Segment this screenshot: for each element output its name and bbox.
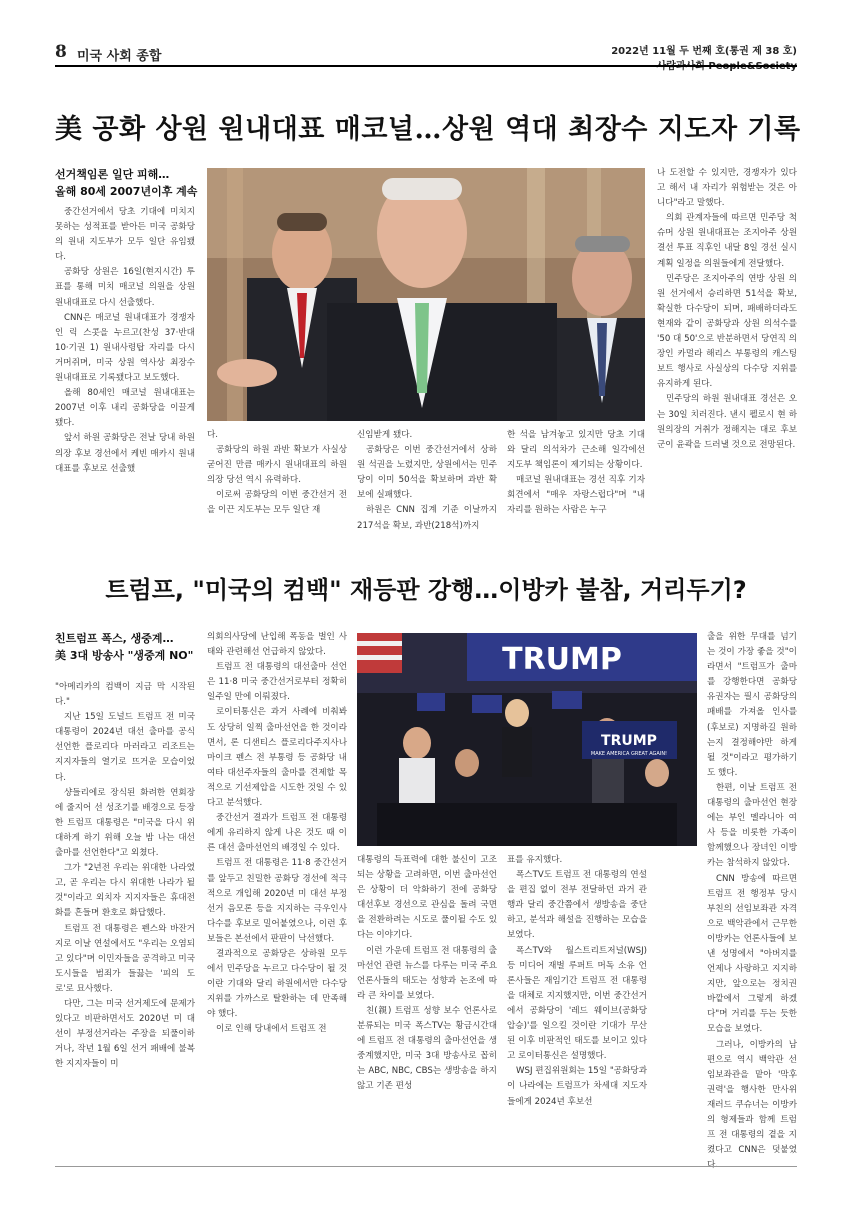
paragraph: 다만, 그는 미국 선거제도에 문제가 있다고 비판하면서도 2020년 미 대선이 부정선거라는 주장을 되풀이하거나, 작년 1월 6일 선거 패배에 불복한 지지자들이 미 (55, 998, 195, 1070)
paragraph: 올해 80세인 매코널 원내대표는 2007년 이후 내리 공화당을 이끌게 됐다. (55, 388, 195, 429)
paragraph: 결과적으로 공화당은 상하원 모두에서 민주당을 누르고 다수당이 될 것이란 기대와 달리 하원에서만 다수당 지위를 가까스로 탈환하는 데 만족해야 했다. (207, 948, 347, 1020)
paragraph: 트럼프 전 대통령의 대선출마 선언은 11·8 미국 중간선거로부터 정확히 일주일 만에 이뤄졌다. (207, 662, 347, 703)
paragraph: 공화당의 하원 과반 확보가 사실상 굳어진 만큼 매카시 원내대표의 하원의장 당선 역시 유력하다. (207, 445, 347, 486)
paragraph: 민주당의 하원 원내대표 경선은 오는 30일 치러진다. 낸시 펠로시 현 하원의장의 거취가 정해지는 대로 후보군이 윤곽을 드러낼 것으로 전망된다. (657, 394, 797, 450)
paragraph: 매코널 원내대표는 경선 직후 기자회견에서 "매우 자랑스럽다"며 "내 자리를 원하는 사람은 누구 (507, 475, 645, 516)
paragraph: 이로써 공화당의 이번 중간선거 전을 이끈 지도부는 모두 일단 재 (207, 490, 347, 516)
paragraph: 하원은 CNN 집계 기준 이날까지 217석을 확보, 과반(218석)까지 (357, 505, 497, 531)
issue-info: 2022년 11월 두 번째 호(통권 제 38 호) (611, 46, 797, 57)
article2-column-5 (707, 630, 797, 1162)
paragraph: 지난 15일 도널드 트럼프 전 미국 대통령이 2024년 대선 출마를 공식 선언한 플로리다 마러라고 리조트는 지지자들의 열기로 뜨거운 모습이었다. (55, 712, 195, 783)
paragraph: 나 도전할 수 있지만, 경쟁자가 있다고 해서 내 자리가 위험받는 것은 아니다"라고 말했다. (657, 168, 797, 209)
paragraph: 한 석을 남겨놓고 있지만 당초 기대와 달리 의석차가 근소해 일각에선 지도부 책임론이 제기되는 상황이다. (507, 430, 645, 471)
paragraph: CNN 방송에 따르면 트럼프 전 행정부 당시 부친의 선임보좌관 자격으로 백악관에서 근무한 이방카는 언론사들에 보낸 성명에서 "아버지를 언제나 사랑하고 지지하지만, 앞으로는 정치권 바깥에서 그렇게 하겠다"며 거리를 두는 듯한 모습을 보였다. (707, 873, 797, 1035)
paragraph: 의회의사당에 난입해 폭동을 벌인 사태와 관련해선 언급하지 않았다. (207, 632, 347, 658)
paragraph: 로이터통신은 과거 사례에 비춰봐도 상당히 일찍 출마선언을 한 것이라면서, 론 디샌티스 플로리다주지사나 마이크 펜스 전 부통령 등 공화당 내 여타 대선주자들의 출마를 견제할 목적으로 기선제압을 시도한 것일 수 있다고 분석했다. (207, 707, 347, 809)
paragraph: 트럼프 전 대통령은 펜스와 바잔거지로 이날 연설에서도 "우리는 오염되고 있다"며 이민자들을 공격하고 미국 도시들을 범죄가 들끓는 '피의 도로'로 묘사했다. (55, 923, 195, 994)
article2-column-2 (207, 630, 347, 1162)
paragraph: 출을 위한 무대를 넘기는 것이 가장 좋을 것"이라면서 "트럼프가 출마를 강행한다면 공화당 유권자는 필시 공화당의 패배를 가져올 인사를 (후보로) 지명하길 원하는지 결정해야만 하게 될 것"이라고 평가하기도 했다. (707, 632, 797, 778)
article1-column-5 (657, 166, 797, 550)
paragraph: 신임받게 됐다. (357, 430, 413, 440)
article1-column-4 (507, 428, 645, 548)
article2-subhead (55, 630, 205, 664)
article1-headline: 美 공화 상원 원내대표 매코널…상원 역대 최장수 지도자 기록 (55, 114, 801, 145)
paragraph: 공화당 상원은 16일(현지시간) 투표를 통해 미치 매코널 의원을 상원 원내대표로 다시 선출했다. (55, 267, 195, 308)
page-number: 8 (55, 42, 67, 62)
paragraph: 폭스TV와 월스트리트저널(WSJ) 등 미디어 재벌 루퍼트 머독 소유 언론사들은 재임기간 트럼프 전 대통령을 대체로 지지했지만, 이번 중간선거에서 공화당이 '레드 웨이브(공화당 압승)'를 일으킬 것이란 기대가 무산된 이후 비판적인 태도를 보이고 있다고 로이터통신은 설명했다. (507, 945, 647, 1062)
paragraph: 이로 인해 당내에서 트럼프 전 (216, 1024, 327, 1035)
paragraph: 대통령의 득표력에 대한 불신이 고조되는 상황을 고려하면, 이번 출마선언은 상황이 더 악화하기 전에 공화당 대선후보 경선으로 관심을 돌려 국면을 전환하려는 시도로 풀이될 수도 있다는 이야기다. (357, 855, 497, 941)
paragraph: WSJ 편집위원회는 15일 "공화당과 이 나라에는 트럼프가 차세대 지도자들에게 2024년 후보선 (507, 1066, 647, 1107)
rally-photo-illustration (357, 633, 697, 846)
paragraph: 앞서 하원 공화당은 전날 당내 하원의장 후보 경선에서 케빈 매카시 원내대표를 후보로 선출했 (55, 433, 195, 474)
header-rule (55, 65, 797, 67)
paragraph: 중간선거 결과가 트럼프 전 대통령에게 유리하지 않게 나온 것도 때 이른 대선 출마선언의 배경일 수 있다. (207, 813, 347, 854)
paragraph: 트럼프 전 대통령은 11·8 중간선거를 앞두고 친밀한 공화당 경선에 적극적으로 개입해 2020년 미 대선 부정선거 음모론 등을 지지하는 극우인사 다수를 후보로 밀어붙였으나, 이런 후보들은 본선에서 판판이 낙선했다. (207, 858, 347, 944)
article1-subhead-line1: 선거책임론 일단 피해… (55, 168, 170, 181)
paragraph: 그가 "2년전 우리는 위대한 나라였고, 곧 우리는 다시 위대한 나라가 될 것"이라고 외치자 지지자들은 휴대전화를 흔들며 환호로 화답했다. (55, 863, 195, 919)
article2-subhead-line2: 美 3대 방송사 "생중계 NO" (55, 649, 194, 662)
article2-headline: 트럼프, "미국의 컴백" 재등판 강행…이방카 불참, 거리두기? (105, 576, 747, 604)
placard-sign-subtext: MAKE AMERICA GREAT AGAIN! (590, 751, 668, 757)
section-title: 미국 사회 종합 (77, 49, 162, 64)
banner-sign-text: TRUMP (502, 642, 622, 677)
article1-subhead (55, 166, 205, 200)
article1-subhead-line2: 올해 80세 2007년이후 계속 (55, 185, 198, 198)
paragraph: 표를 유지했다. (507, 855, 563, 865)
senators-photo-illustration (207, 168, 645, 421)
paragraph: 그러나, 이방카의 남편으로 역시 백악관 선임보좌관을 맡아 '막후 권력'을 행사한 만사위 재러드 쿠슈너는 이방카의 형제들과 함께 트럼프 전 대통령의 곁을 지켰다고 CNN은 덧붙였 (707, 1039, 797, 1156)
placard-sign-text: TRUMP (601, 733, 657, 749)
paragraph: 중간선거에서 당초 기대에 미치지 못하는 성적표를 받아든 미국 공화당의 원내 지도부가 모두 일단 유임됐다. (55, 207, 195, 263)
article2-photo (357, 633, 697, 846)
paragraph: "아메리카의 컴백이 지금 막 시작된다." (55, 682, 195, 708)
paragraph: 의회 관계자들에 따르면 민주당 척 슈머 상원 원내대표는 조지아주 상원 결선 투표 직후인 내달 8일 경선 실시 계획 일정을 의원들에게 전달했다. (657, 213, 797, 269)
paragraph: 민주당은 조지아주의 연방 상원 의원 선거에서 승리하면 51석을 확보, 확실한 다수당이 되며, 패배하더라도 현재와 같이 공화당과 상원 의석수를 '50 대 50'으로 반분하면서 당연직 의장인 카멀라 해리스 부통령의 캐스팅 보트 행사로 사실상의 다수당 지위를 유지하게 된다. (657, 273, 797, 390)
paragraph: 친(親) 트럼프 성향 보수 언론사로 분류되는 미국 폭스TV는 황금시간대에 트럼프 전 대통령의 출마선언을 생중계했지만, 미국 3대 방송사로 꼽히는 ABC, NBC, CBS는 생방송을 하지 않고 기존 편성 (357, 1005, 497, 1092)
article1-column-1 (55, 205, 195, 550)
paragraph: 폭스TV도 트럼프 전 대통령의 연설을 편집 없이 전부 전달하던 과거 관행과 달리 중간쯤에서 생방송을 중단하고, 분석과 해설을 진행하는 모습을 보였다. (507, 870, 647, 941)
article2-column-3 (357, 853, 497, 1162)
article2-column-1 (55, 680, 195, 1162)
paragraph: 다. (207, 430, 219, 440)
page-header (55, 42, 797, 72)
article1-photo (207, 168, 645, 421)
paragraph: 샹들리에로 장식된 화려한 연회장에 줄지어 선 성조기를 배경으로 등장한 트럼프 대통령은 "미국을 다시 위대하게 하기 위해 오늘 밤 나는 대선 출마를 선언한다"고 외쳤다. (55, 787, 195, 859)
paragraph: CNN은 매코널 원내대표가 경쟁자인 릭 스콧을 누르고(찬성 37·반대 10·기권 1) 원내사령탑 자리를 다시 거머쥐며, 미국 상원 역사상 최장수 원내대표로 기록됐다고 보도했다. (55, 312, 195, 384)
paragraph: 한편, 이날 트럼프 전 대통령의 출마선언 현장에는 부인 멜라니아 여사 등을 비롯한 가족이 함께했으나 장녀인 이방카는 참석하지 않았다. (707, 782, 797, 869)
article1-column-2 (207, 428, 347, 548)
article2-subhead-line1: 친트럼프 폭스, 생중계… (55, 632, 174, 645)
article1-column-3 (357, 428, 497, 548)
paragraph: 공화당은 이번 중간선거에서 상하원 석권을 노렸지만, 상원에서는 민주당이 이미 50석을 확보하며 과반 확보에 실패했다. (357, 445, 497, 501)
article2-column-4 (507, 853, 647, 1162)
paragraph: 이런 가운데 트럼프 전 대통령의 출마선언 관련 뉴스를 다루는 미국 주요 언론사들의 태도는 성향과 논조에 따라 큰 차이를 보였다. (357, 945, 497, 1001)
footer-rule (55, 1166, 797, 1167)
